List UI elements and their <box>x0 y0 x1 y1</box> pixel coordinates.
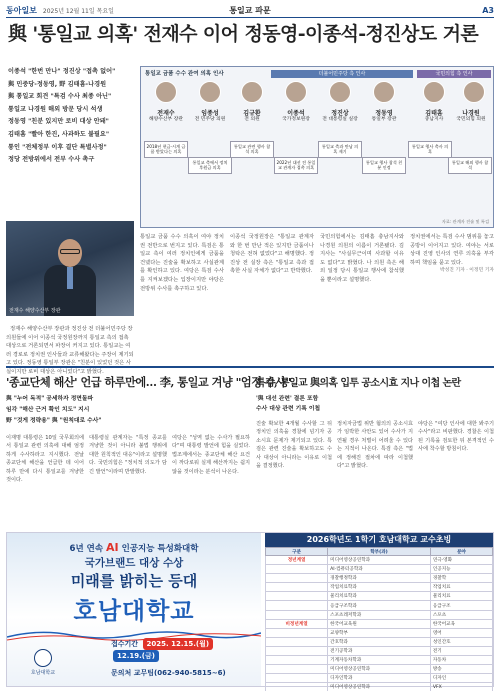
table-row <box>266 583 493 592</box>
portrait <box>285 81 307 103</box>
subhead: 정동영 "친분 있지만 로비 대상 안돼" <box>8 118 109 126</box>
table-header: 학부(과) <box>328 548 431 556</box>
group-label-a: 더불어민주당 측 인사 <box>271 70 413 78</box>
article-text: 정재수 해양수산부 장관과 정진상 전 더불어민주당 장의원들에 이어 이종석 국정원장까지 통일교 측의 접촉 대상으로 거론되면서 파장이 커지고 있다. 통일교는 여러 경로로 정치권 인사들과 교류해왔다는 주장이 제기되고 있다. 정동영 통일부 장관은 "친분이 있었던 것은 사실이지만 로비 대상은 아니었다"고 밝혔다. <box>6 326 134 375</box>
school-logo: 호남대학교 <box>13 649 73 676</box>
row-group-cell: 비정년계열 <box>266 619 328 628</box>
person-label: 나경원 국민의힘 의원 <box>456 110 486 122</box>
article-column: 이종석 국정원장은 "통일교 관계자와 한 번 만난 적은 있지만 금품이나 청탁은 전혀 없었다"고 해명했다. 정진상 전 실장 측은 "통일교 측과 접촉한 사실 자체가 없다"고 반박했다. <box>230 234 314 275</box>
subhead: 이종석 "한번 만나" 정진상 "접촉 없어" <box>8 68 116 75</box>
subhead: 임각 "해산 근거 확인 치도" 지시 <box>6 407 90 413</box>
department-cell: 디자인학과 <box>328 674 431 683</box>
subhead: 통인 "전체정부 이후 결단 특별사정" <box>8 143 107 151</box>
article-column: 국민의힘에서는 김태흠 충남지사와 나경원 의원의 이름이 거론됐다. 김 지사는 "사실무근이며 사과할 이유도 없다"고 밝혔다. 나 의원 측은 해외 일정 당시 통일교 행사에 참석했을 뿐이라고 설명했다. <box>320 234 404 283</box>
table-header: 구분 <box>266 548 328 556</box>
story2-body <box>6 434 250 526</box>
department-cell: 미디어영상공연학과 <box>328 556 431 565</box>
newspaper-name: 동아일보 <box>6 6 37 15</box>
department-cell: 스포츠레저학과 <box>328 610 431 619</box>
ad-award: 국가브랜드 대상 수상 <box>84 557 184 569</box>
article-text: 정치권에서는 특검 수사 범위를 놓고 공방이 이어지고 있다. 여야는 서로 상대 진영 인사의 연루 의혹을 부각하며 책임을 묻고 있다. <box>410 234 494 266</box>
row-group-cell <box>266 628 328 637</box>
row-group-cell <box>266 665 328 674</box>
table-header: 분야 <box>430 548 492 556</box>
story3-subheads <box>256 394 494 414</box>
byline: 박성진 기자 · 이정민 기자 <box>440 268 494 274</box>
row-group-cell <box>266 565 328 574</box>
department-cell: 작업치료학과 <box>328 583 431 592</box>
field-cell: VFX <box>430 683 492 691</box>
application-period: 접수기간 2025. 12.15.(월) 12.19.(금) <box>111 638 261 662</box>
department-cell: 기계자동차학과 <box>328 656 431 665</box>
field-cell: 전기 <box>430 646 492 655</box>
department-cell: 전기공학과 <box>328 646 431 655</box>
photo-caption: 전재수 해양수산부 장관 <box>9 308 61 314</box>
section-title: 통일교 파문 <box>229 6 271 15</box>
subhead: 與 "누어 독적" 공세하자 정면돌파 <box>6 396 94 402</box>
portrait <box>155 81 177 103</box>
table-row <box>266 665 493 674</box>
story3-body <box>256 420 494 526</box>
article-column: 통일교 금품 수수 의혹이 여야 정치권 전반으로 번지고 있다. 특검은 통일교 측이 여러 정치인에게 금품을 건넸다는 진술을 확보하고 사실관계를 확인하고 있다. 여당은 특검 수사를 지켜보겠다는 입장이지만 야당은 전방위 수사를 촉구하고 있다. <box>140 234 224 292</box>
claim-box: 통일교 측에서 정치 후원금 의혹 <box>188 157 232 174</box>
page-header <box>6 4 494 18</box>
department-cell: 경찰행정학과 <box>328 574 431 583</box>
department-cell: 미디어영상공연학과 <box>328 665 431 674</box>
infographic-source: 자료: 관계자 진술 및 특검 <box>441 219 489 224</box>
row-group-cell <box>266 683 328 691</box>
department-cell: 한국어교육원 <box>328 619 431 628</box>
lead-article <box>6 325 134 377</box>
recruitment-table-panel <box>265 533 493 691</box>
table-row <box>266 646 493 655</box>
field-cell: 한국어교육 <box>430 619 492 628</box>
article-column: 이재명 대통령은 10일 국무회의에서 통일교 관련 의혹에 대해 엄정하게 수사하라고 지시했다. 전날 종교단체 해산을 언급한 데 이어 하루 만에 다시 통일교를 겨냥한 것이다. <box>6 435 84 484</box>
subheadlines <box>8 66 118 167</box>
main-headline: 與 '통일교 의혹' 전재수 이어 정동영-이종석-정진상도 거론 <box>8 23 479 45</box>
subhead: 與 민중당-정동영, 野 김태흠-나경원 <box>8 80 107 88</box>
portrait <box>241 81 263 103</box>
claim-box: 통일교 관련 행사 참석 의혹 <box>230 141 274 158</box>
table-row <box>266 683 493 691</box>
ad-slogan: 미래를 밝히는 등대 <box>70 572 198 590</box>
article-column: 대통령실 관계자는 "특정 종교를 겨냥한 것이 아니라 불법 행위에 대한 원칙적인 대응"이라고 설명했다. 국민의힘은 "정치적 의도가 담긴 발언"이라며 반발했다. <box>89 435 167 475</box>
article-column: 정치자금법 위반 혐의의 공소시효가 임박한 사안도 있어 수사가 지연될 경우 처벌이 어려울 수 있다는 지적이 나온다. 특검 측은 "법에 정해진 절차에 따라 이첩했다"고 밝혔다. <box>337 421 413 470</box>
claim-box: 2018년 현금·시계 금품 받았다는 의혹 <box>144 141 188 158</box>
claim-box: 통일교 해외 행사 참석 <box>448 157 492 174</box>
person-label: 김태흠 충남지사 <box>424 110 444 122</box>
department-cell: 물리치료학과 <box>328 592 431 601</box>
article-column <box>410 233 494 353</box>
field-cell: 응급구조 <box>430 601 492 610</box>
portrait <box>423 81 445 103</box>
subhead: 수사 대상 관련 기록 이첩 <box>256 406 321 412</box>
row-group-cell <box>266 601 328 610</box>
row-group-cell <box>266 646 328 655</box>
field-cell: 영어 <box>430 628 492 637</box>
article-column: 야당은 "여당 인사에 대한 봐주기 수사"라고 비판했다. 경찰은 이첩된 기록을 검토한 뒤 본격적인 수사에 착수할 방침이다. <box>418 421 494 453</box>
department-cell: 응급구조학과 <box>328 601 431 610</box>
table-row <box>266 592 493 601</box>
person-label: 임종성 전 민주당 의원 <box>194 110 226 122</box>
claim-box: 통일교 측과 만남 의혹 제기 <box>318 141 362 158</box>
advertisement[interactable] <box>6 532 494 691</box>
article-column: 진술 확보한 4개월 수사할 그 뒤 정치인 의혹을 경찰에 넘기자 공소시효 문제가 제기되고 있다. 특검은 관련 진술을 확보하고도 수사 대상이 아니라는 이유로 이첩을 결정했다. <box>256 421 332 470</box>
person-label: 이종석 국가정보원장 <box>282 110 310 122</box>
page-number: A3 <box>482 6 494 15</box>
portrait <box>463 81 485 103</box>
row-group-cell: 정년계열 <box>266 556 328 565</box>
row-group-cell <box>266 574 328 583</box>
subhead: 김태흠 "빨아 한진, 사과하도 불필요" <box>8 130 110 138</box>
row-group-cell <box>266 610 328 619</box>
infographic-title: 통일교 금품 수수 관여 의혹 인사 <box>145 71 224 77</box>
infographic <box>140 66 494 228</box>
person-label: 정동영 통일부 장관 <box>371 110 397 122</box>
name-row <box>141 111 495 133</box>
issue-date: 2025년 12월 11일 목요일 <box>42 8 114 15</box>
story3-headline: 특검, 통일교 與의혹 입투 공소시효 지나 이첩 논란 <box>256 378 461 389</box>
table-row <box>266 565 493 574</box>
field-cell: 물리치료 <box>430 592 492 601</box>
ad-contact: 문의처 교무팀(062-940-5815~6) <box>111 669 226 677</box>
table-row <box>266 637 493 646</box>
person-figure <box>44 239 96 316</box>
claim-box: 통일교 행사 축사 의혹 <box>408 141 452 158</box>
article-column: 여당은 "성역 없는 수사가 필요하다"며 대통령 발언에 힘을 실었다. 법조계에서는 종교단체 해산 요건이 까다로워 실제 해산까지는 쉽지 않을 것이라는 분석이 나온다. <box>172 435 250 475</box>
subhead: 정당 전방위에서 전부 수사 촉구 <box>8 156 95 164</box>
table-row <box>266 556 493 565</box>
subhead: '與 대선 관련' 결론 포함 <box>256 396 319 402</box>
row-group-cell <box>266 674 328 683</box>
table-row <box>266 619 493 628</box>
subhead: 통일교 나경원 해외 방문 당시 석생 <box>8 105 103 113</box>
department-cell: 교양학부 <box>328 628 431 637</box>
row-group-cell <box>266 592 328 601</box>
recruitment-table <box>265 547 493 691</box>
field-cell: 연극·영화 <box>430 556 492 565</box>
row-group-cell <box>266 637 328 646</box>
recruitment-title: 2026학년도 1학기 호남대학교 교수초빙 <box>265 533 493 547</box>
field-cell: 디자인 <box>430 674 492 683</box>
section-divider <box>6 366 494 368</box>
ad-tagline: 6년 연속 AI 인공지능 특성화대학 <box>69 541 199 554</box>
ad-banner <box>7 533 261 686</box>
field-cell: 작업치료 <box>430 583 492 592</box>
story2-headline: '종교단체 해산' 언급 하루만에… 李, 통일교 겨냥 "엄정 수사" <box>6 375 291 389</box>
table-row <box>266 656 493 665</box>
group-label-b: 국민의힘 측 인사 <box>417 70 491 78</box>
table-row <box>266 628 493 637</box>
subhead: 野 "것게 정략용" 與 "원칙대로 수사" <box>6 418 102 424</box>
portrait <box>329 81 351 103</box>
row-group-cell <box>266 583 328 592</box>
field-cell: 경찰학 <box>430 574 492 583</box>
department-cell: 간호학과 <box>328 637 431 646</box>
story2-subheads <box>6 394 250 427</box>
ad-school-name: 호남대학교 <box>73 596 195 625</box>
table-row <box>266 601 493 610</box>
news-photo <box>6 221 134 316</box>
table-row <box>266 574 493 583</box>
person-label: 전재수 해양수산부 장관 <box>149 110 183 122</box>
claim-box: 통일교 행사 참석 친분 인정 <box>362 157 406 174</box>
table-row <box>266 674 493 683</box>
portrait <box>199 81 221 103</box>
field-cell: 성인간호 <box>430 637 492 646</box>
person-label: 김규환 전 의원 <box>243 110 261 122</box>
emblem-icon <box>34 649 52 667</box>
department-cell: AI·컴퓨터공학과 <box>328 565 431 574</box>
claim-box: 2022년 대선 전 통일교 관계자 접촉 의혹 <box>274 157 318 174</box>
field-cell: 인공지능 <box>430 565 492 574</box>
portrait-row <box>141 81 495 113</box>
field-cell: 방송 <box>430 665 492 674</box>
person-label: 정진상 전 대통령실 실장 <box>322 110 358 122</box>
subhead: 與 통일교 회견 "특검 수사 최종 아닌" <box>8 93 112 101</box>
department-cell: 미디어영상공연학과 <box>328 683 431 691</box>
table-row <box>266 610 493 619</box>
field-cell: 자동차 <box>430 656 492 665</box>
main-article <box>140 233 494 353</box>
portrait <box>373 81 395 103</box>
row-group-cell <box>266 656 328 665</box>
field-cell: 스포츠 <box>430 610 492 619</box>
